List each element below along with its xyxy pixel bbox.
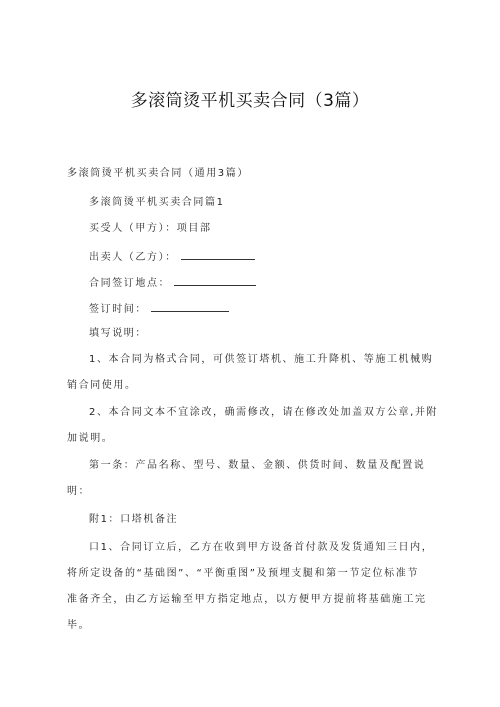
section-title: 多滚筒烫平机买卖合同篇1 (89, 197, 225, 208)
buyer-line: 买受人（甲方）：项目部 (89, 223, 212, 234)
clause1-line1: 口1、合同订立后，乙方在收到甲方设备首付款及发货通知三日内， (89, 542, 434, 553)
clause1-line2: 将所定设备的“基础图”、“平衡重图”及预埋支腿和第一节定位标准节 (67, 568, 419, 579)
note2-line2: 加说明。 (67, 433, 114, 444)
seller-label: 出卖人（乙方）： (89, 252, 177, 263)
article1-line2: 明： (67, 486, 91, 497)
time-label: 签订时间： (89, 304, 147, 315)
notes-heading: 填写说明： (89, 328, 147, 339)
time-blank[interactable] (151, 301, 229, 312)
note1-line2: 销合同使用。 (67, 380, 137, 391)
clause1-line4: 毕。 (67, 620, 91, 631)
place-label: 合同签订地点： (89, 278, 171, 289)
seller-blank[interactable] (181, 249, 255, 260)
subtitle: 多滚筒烫平机买卖合同（通用3篇） (67, 168, 249, 179)
note1-line1: 1、本合同为格式合同，可供签订塔机、施工升降机、等施工机械购 (89, 354, 434, 365)
place-line (89, 275, 469, 290)
note2-line1: 2、本合同文本不宜涂改，确需修改，请在修改处加盖双方公章,并附 (89, 407, 439, 418)
article1-line1: 第一条：产品名称、型号、数量、金额、供货时间、数量及配置说 (89, 460, 426, 471)
attachment1: 附1：口塔机备注 (89, 514, 179, 525)
clause1-line3: 准备齐全，由乙方运输至甲方指定地点，以方便甲方提前将基础施工完 (67, 594, 427, 605)
seller-line (89, 249, 469, 264)
time-line (89, 301, 469, 316)
place-blank[interactable] (174, 275, 256, 286)
document-title: 多滚筒烫平机买卖合同（3篇） (130, 91, 370, 111)
